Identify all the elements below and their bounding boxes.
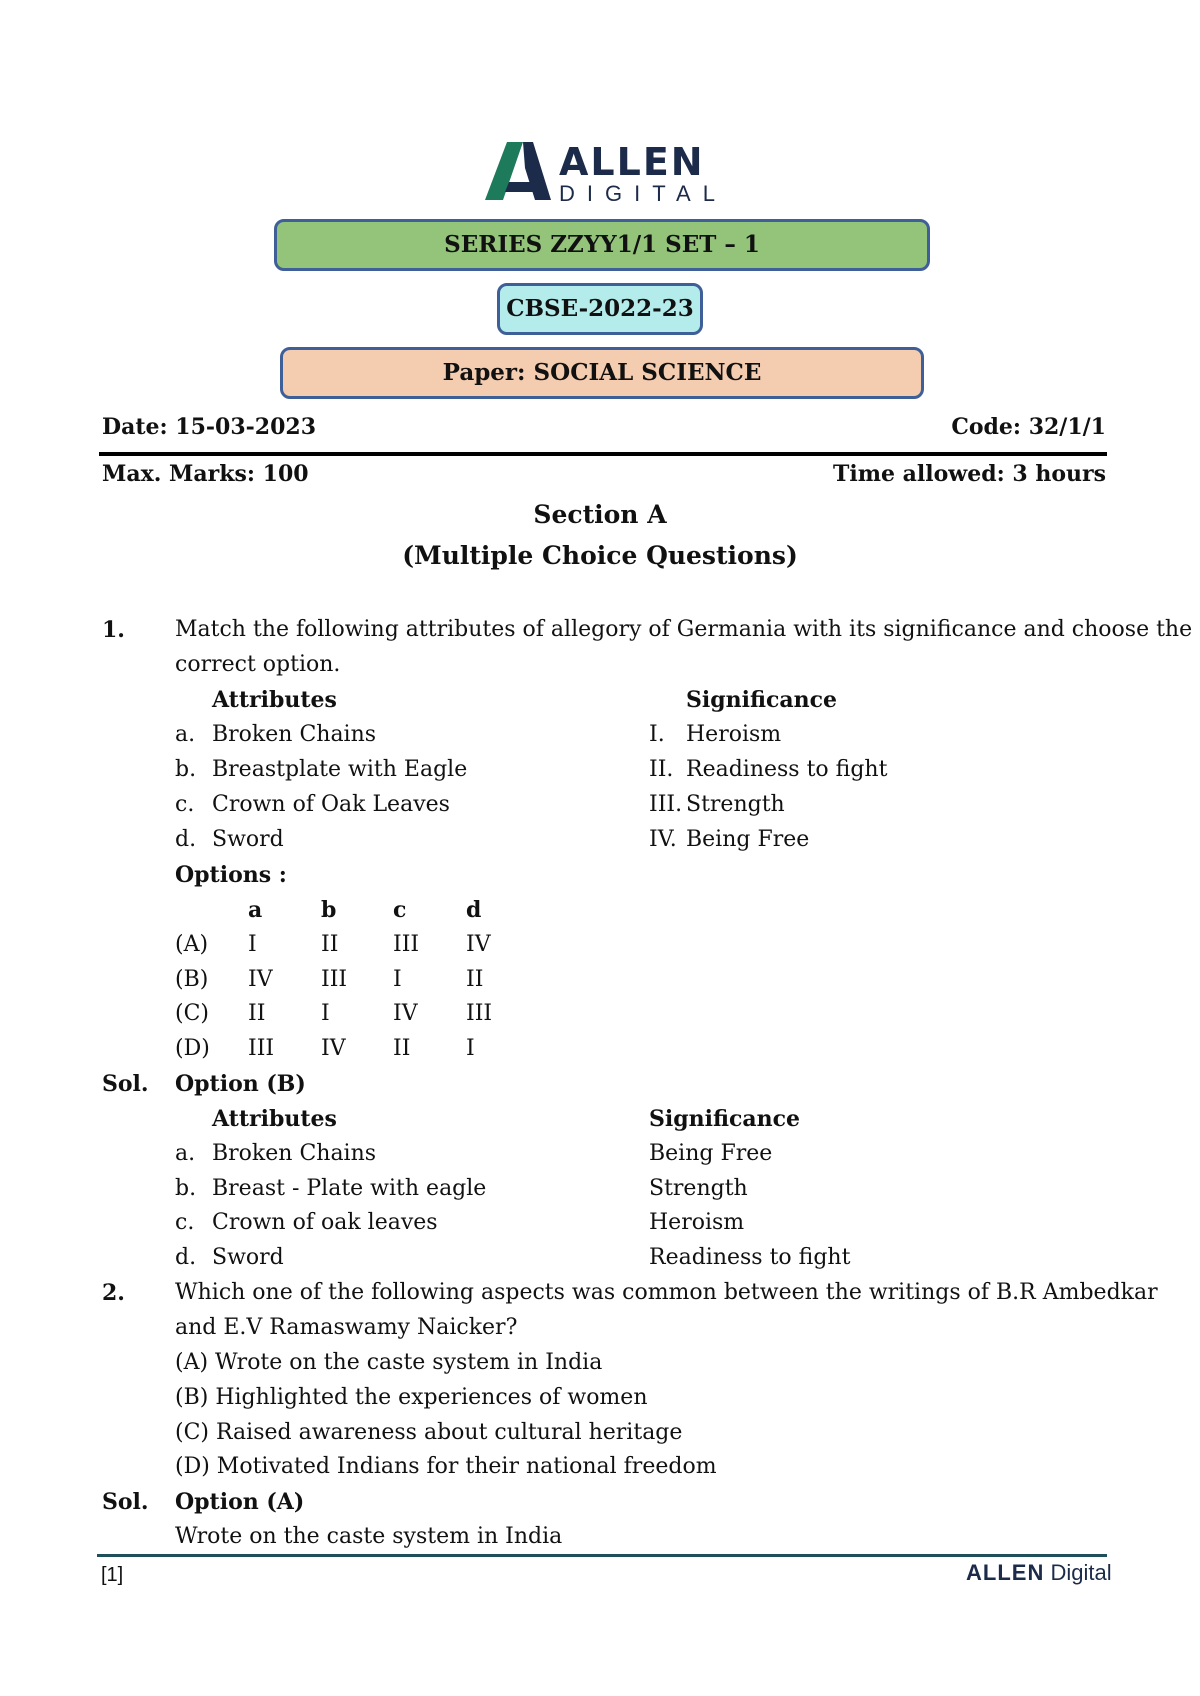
solution-row-significance: Being Free — [649, 1141, 773, 1166]
option-cell: IV — [321, 1036, 346, 1061]
option-label: (B) — [175, 967, 209, 992]
max-marks: Max. Marks: 100 — [102, 461, 309, 487]
footer-divider — [97, 1554, 1107, 1557]
options-column-header: c — [393, 897, 407, 923]
option-cell: II — [466, 967, 484, 992]
solution-row-letter: c. — [175, 1210, 195, 1235]
option-cell: IV — [248, 967, 273, 992]
option-cell: IV — [466, 932, 491, 957]
answer-option: (B) Highlighted the experiences of women — [175, 1385, 648, 1410]
attribute-letter: b. — [175, 757, 197, 782]
attributes-heading: Attributes — [212, 687, 337, 713]
solution-row-significance: Readiness to fight — [649, 1245, 851, 1270]
footer-brand — [966, 1560, 1112, 1586]
option-label: (C) — [175, 1001, 209, 1026]
option-cell: II — [393, 1036, 411, 1061]
logo-subtitle: DIGITAL — [559, 181, 727, 206]
question-text: correct option. — [175, 652, 341, 677]
solution-row-significance: Strength — [649, 1176, 748, 1201]
significance-heading: Significance — [686, 687, 838, 713]
solution-answer: Option (B) — [175, 1071, 306, 1097]
attribute-text: Breastplate with Eagle — [212, 757, 468, 782]
options-column-header: b — [321, 897, 337, 923]
answer-option: (C) Raised awareness about cultural heritage — [175, 1420, 683, 1445]
option-label: (A) — [175, 932, 209, 957]
attribute-letter: d. — [175, 827, 197, 852]
attribute-text: Broken Chains — [212, 722, 377, 747]
attribute-text: Sword — [212, 827, 284, 852]
solution-answer: Option (A) — [175, 1489, 305, 1515]
significance-text: Readiness to fight — [686, 757, 888, 782]
option-cell: III — [393, 932, 420, 957]
significance-numeral: I. — [649, 722, 665, 747]
header-divider — [99, 452, 1107, 456]
exam-date: Date: 15-03-2023 — [102, 414, 316, 440]
significance-text: Strength — [686, 792, 785, 817]
significance-numeral: III. — [649, 792, 683, 817]
option-cell: I — [321, 1001, 330, 1026]
solution-row-significance: Heroism — [649, 1210, 745, 1235]
attribute-letter: a. — [175, 722, 196, 747]
footer-brand-main: ALLEN — [966, 1560, 1045, 1585]
question-number: 2. — [102, 1280, 125, 1306]
option-cell: II — [248, 1001, 266, 1026]
solution-row-letter: b. — [175, 1176, 197, 1201]
section-title: Section A — [533, 500, 667, 529]
significance-text: Heroism — [686, 722, 782, 747]
option-cell: I — [393, 967, 402, 992]
option-cell: IV — [393, 1001, 418, 1026]
options-label: Options : — [175, 862, 287, 888]
solution-attributes-heading: Attributes — [212, 1106, 337, 1132]
question-number: 1. — [102, 617, 125, 643]
option-cell: II — [321, 932, 339, 957]
solution-row-attribute: Breast - Plate with eagle — [212, 1176, 487, 1201]
series-badge: SERIES ZZYY1/1 SET – 1 — [274, 219, 930, 271]
allen-digital-logo — [485, 140, 725, 210]
solution-label: Sol. — [102, 1489, 149, 1515]
options-column-header: d — [466, 897, 482, 923]
board-badge: CBSE-2022-23 — [497, 283, 703, 335]
solution-row-attribute: Crown of oak leaves — [212, 1210, 438, 1235]
solution-row-attribute: Sword — [212, 1245, 284, 1270]
exam-code: Code: 32/1/1 — [951, 414, 1106, 440]
question-text: Which one of the following aspects was common between the writings of B.R Ambedkar — [175, 1280, 1158, 1305]
solution-row-letter: a. — [175, 1141, 196, 1166]
option-cell: I — [248, 932, 257, 957]
answer-option: (D) Motivated Indians for their national freedom — [175, 1454, 717, 1479]
logo-wordmark: ALLEN — [559, 140, 705, 184]
allen-logo-mark-icon — [485, 142, 555, 204]
option-cell: I — [466, 1036, 475, 1061]
options-column-header: a — [248, 897, 263, 923]
option-cell: III — [321, 967, 348, 992]
paper-title-badge: Paper: SOCIAL SCIENCE — [280, 347, 924, 399]
significance-text: Being Free — [686, 827, 810, 852]
question-text: and E.V Ramaswamy Naicker? — [175, 1315, 518, 1340]
footer-brand-sub: Digital — [1050, 1560, 1112, 1585]
option-label: (D) — [175, 1036, 210, 1061]
solution-row-attribute: Broken Chains — [212, 1141, 377, 1166]
solution-text: Wrote on the caste system in India — [175, 1524, 563, 1549]
option-cell: III — [466, 1001, 493, 1026]
attribute-text: Crown of Oak Leaves — [212, 792, 450, 817]
option-cell: III — [248, 1036, 275, 1061]
question-text: Match the following attributes of allegory of Germania with its significance and choose the — [175, 617, 1193, 642]
solution-significance-heading: Significance — [649, 1106, 801, 1132]
section-subtitle: (Multiple Choice Questions) — [402, 541, 798, 570]
answer-option: (A) Wrote on the caste system in India — [175, 1350, 603, 1375]
attribute-letter: c. — [175, 792, 195, 817]
time-allowed: Time allowed: 3 hours — [832, 461, 1106, 487]
page-number: [1] — [101, 1564, 124, 1586]
solution-row-letter: d. — [175, 1245, 197, 1270]
significance-numeral: IV. — [649, 827, 677, 852]
solution-label: Sol. — [102, 1071, 149, 1097]
significance-numeral: II. — [649, 757, 674, 782]
